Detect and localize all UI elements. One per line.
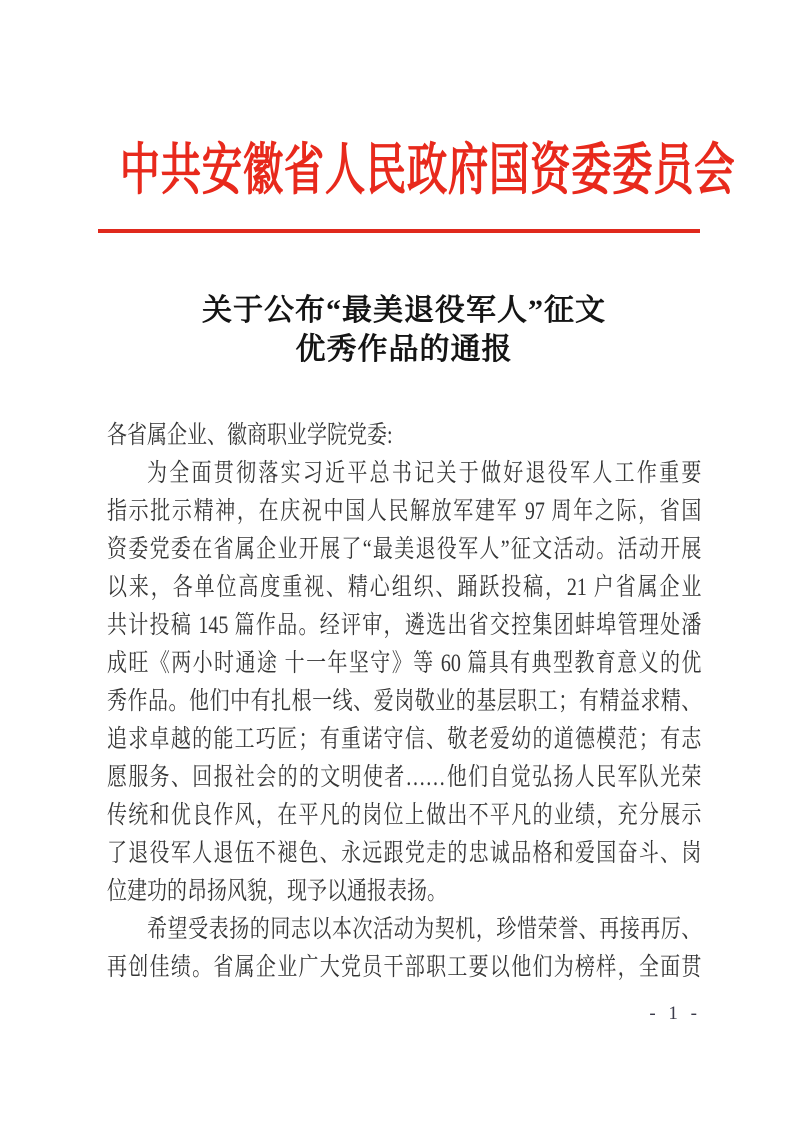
body-line-p1-2: 指示批示精神，在庆祝中国人民解放军建军 97 周年之际，省国 <box>107 498 702 525</box>
body-line-p1-1: 为全面贯彻落实习近平总书记关于做好退役军人工作重要 <box>147 460 702 487</box>
document-body <box>107 417 701 987</box>
letterhead-rule <box>98 229 700 233</box>
letterhead-org-name: 中共安徽省人民政府国资委委员会 <box>119 140 736 202</box>
body-line-p1-11: 了退役军人退伍不褪色、永远跟党走的忠诚品格和爱国奋斗、岗 <box>107 840 702 867</box>
salutation-line: 各省属企业、徽商职业学院党委: <box>107 422 393 449</box>
body-line-p1-6: 成旺《两小时通途 十一年坚守》等 60 篇具有典型教育意义的优 <box>107 650 702 677</box>
document-title-line2: 优秀作品的通报 <box>295 333 513 366</box>
body-line-p2-2: 再创佳绩。省属企业广大党员干部职工要以他们为榜样，全面贯 <box>107 954 702 981</box>
body-line-p1-9: 愿服务、回报社会的的文明使者……他们自觉弘扬人民军队光荣 <box>107 764 702 791</box>
body-line-p1-10: 传统和优良作风，在平凡的岗位上做出不平凡的业绩，充分展示 <box>107 802 702 829</box>
body-line-p1-12: 位建功的昂扬风貌，现予以通报表扬。 <box>107 878 448 905</box>
body-line-p1-4: 以来，各单位高度重视、精心组织、踊跃投稿，21 户省属企业 <box>107 574 702 601</box>
body-line-p2-1: 希望受表扬的同志以本次活动为契机，珍惜荣誉、再接再厉、 <box>147 916 702 943</box>
body-line-p1-7: 秀作品。他们中有扎根一线、爱岗敬业的基层职工；有精益求精、 <box>107 688 702 715</box>
letterhead <box>0 138 793 204</box>
body-line-p1-5: 共计投稿 145 篇作品。经评审，遴选出省交控集团蚌埠管理处潘 <box>107 612 702 639</box>
document-title-line1: 关于公布“最美退役军人”征文 <box>202 294 606 327</box>
body-line-p1-8: 追求卓越的能工巧匠；有重诺守信、敬老爱幼的道德模范；有志 <box>107 726 702 753</box>
body-line-p1-3: 资委党委在省属企业开展了“最美退役军人”征文活动。活动开展 <box>107 536 702 563</box>
page-number: - 1 - <box>649 1003 701 1024</box>
document-title <box>107 291 701 369</box>
